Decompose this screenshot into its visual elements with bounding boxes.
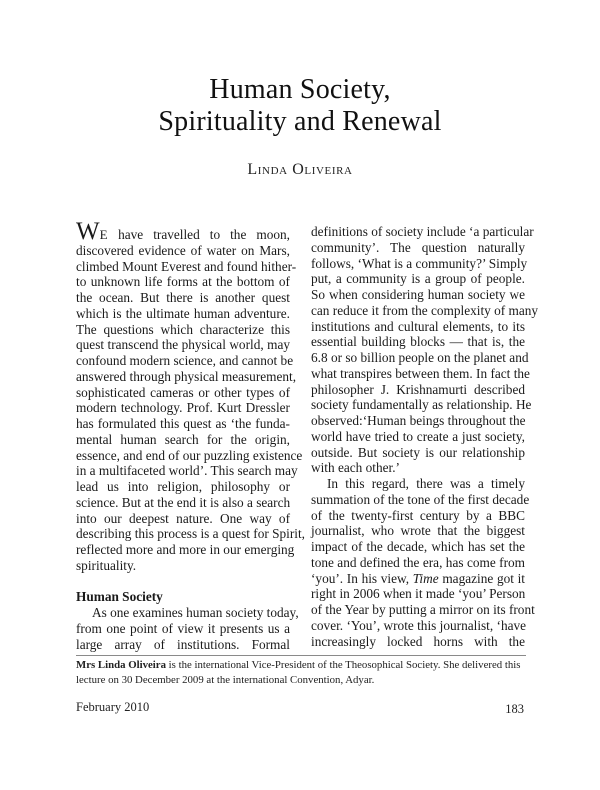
author-footnote xyxy=(76,658,526,688)
body-line: put, a community is a group of people. xyxy=(311,271,525,287)
body-line: The questions which characterize this xyxy=(76,321,290,337)
body-line: discovered evidence of water on Mars, xyxy=(76,242,290,258)
body-line: ‘you’. In his view, Time magazine got it xyxy=(311,570,526,586)
italic-publication-name: Time xyxy=(412,570,439,586)
body-line: what transpires between them. In fact the xyxy=(311,365,530,381)
body-line: mental human search for the origin, xyxy=(76,431,290,447)
body-line: summation of the tone of the first decade xyxy=(311,491,530,507)
body-line: answered through physical measurement, xyxy=(76,368,297,384)
body-line: society fundamentally as relationship. He xyxy=(311,397,532,413)
drop-cap: W xyxy=(76,218,100,245)
body-line: right in 2006 when it made ‘you’ Person xyxy=(311,586,526,602)
body-line: WE have travelled to the moon, xyxy=(76,218,290,245)
body-line: climbed Mount Everest and found hither- xyxy=(76,258,297,274)
body-line: definitions of society include ‘a particular xyxy=(311,224,534,239)
body-line: science. But at the end it is also a search xyxy=(76,494,291,510)
footnote-divider xyxy=(76,655,526,656)
body-line: modern technology. Prof. Kurt Dressler xyxy=(76,400,290,416)
body-line: In this regard, there was a timely xyxy=(327,476,525,491)
body-line: reflected more and more in our emerging xyxy=(76,542,295,557)
body-line: essence, and end of our puzzling existence xyxy=(76,447,303,463)
body-line: impact of the decade, which has set the xyxy=(311,539,525,554)
body-line: in a multifaceted world’. This search may xyxy=(76,463,298,479)
article-title xyxy=(0,74,600,138)
body-line: tone and defined the era, has come from xyxy=(311,554,525,570)
body-line: As one examines human society today, xyxy=(92,605,299,620)
body-line: large array of institutions. Formal xyxy=(76,636,290,652)
body-line: 6.8 or so billion people on the planet and xyxy=(311,350,529,365)
left-column xyxy=(76,218,305,652)
title-line-2: Spirituality and Renewal xyxy=(158,106,442,137)
body-line: describing this process is a quest for Spirit, xyxy=(76,526,305,542)
body-line: of the Year by putting a mirror on its front xyxy=(311,602,535,617)
body-line: confound modern science, and cannot be xyxy=(76,353,294,368)
body-line: institutions and cultural elements, to its xyxy=(311,318,525,334)
body-line: spirituality. xyxy=(76,557,137,573)
issue-date: February 2010 xyxy=(76,700,150,714)
body-line: the ocean. But there is another quest xyxy=(76,290,290,305)
author-byline: Linda Oliveira xyxy=(247,161,353,178)
body-line: So when considering human society we xyxy=(311,287,525,302)
right-column xyxy=(311,224,539,649)
body-line: from one point of view it presents us a xyxy=(76,620,290,636)
footnote-author-name: Mrs Linda Oliveira xyxy=(76,659,166,671)
body-line: has formulated this quest as ‘the funda- xyxy=(76,416,290,431)
body-line: can reduce it from the complexity of many xyxy=(311,302,539,318)
body-line: into our deepest nature. One way of xyxy=(76,510,290,526)
body-line: sophisticated cameras or other types of xyxy=(76,384,290,400)
body-line: lead us into religion, philosophy or xyxy=(76,479,290,494)
page-number: 183 xyxy=(505,702,524,716)
body-line: observed:‘Human beings throughout the xyxy=(311,413,526,428)
body-line: world have tried to create a just society, xyxy=(311,428,525,444)
body-line: community’. The question naturally xyxy=(311,239,525,255)
body-line: with each other.’ xyxy=(311,460,400,476)
body-line: quest transcend the physical world, may xyxy=(76,337,290,353)
section-heading: Human Society xyxy=(76,589,163,605)
body-line: of the twenty-first century by a BBC xyxy=(311,507,525,523)
body-line: follows, ‘What is a community?’ Simply xyxy=(311,255,528,271)
footnote-line-1: Mrs Linda Oliveira is the international Vice-President of the Theosophical Society. She delivered this xyxy=(76,659,521,671)
body-line: cover. ‘You’, wrote this journalist, ‘have xyxy=(311,617,527,633)
footnote-line-2: lecture on 30 December 2009 at the international Convention, Adyar. xyxy=(76,674,375,686)
body-line: to unknown life forms at the bottom of xyxy=(76,274,290,290)
body-line: outside. But society is our relationship xyxy=(311,444,525,460)
body-line: journalist, who wrote that the biggest xyxy=(311,523,525,539)
body-line: philosopher J. Krishnamurti described xyxy=(311,381,525,397)
body-line: essential building blocks — that is, the xyxy=(311,334,525,350)
body-line: which is the ultimate human adventure. xyxy=(76,305,290,321)
body-line: increasingly locked horns with the xyxy=(311,633,525,649)
title-line-1: Human Society, xyxy=(209,74,391,105)
